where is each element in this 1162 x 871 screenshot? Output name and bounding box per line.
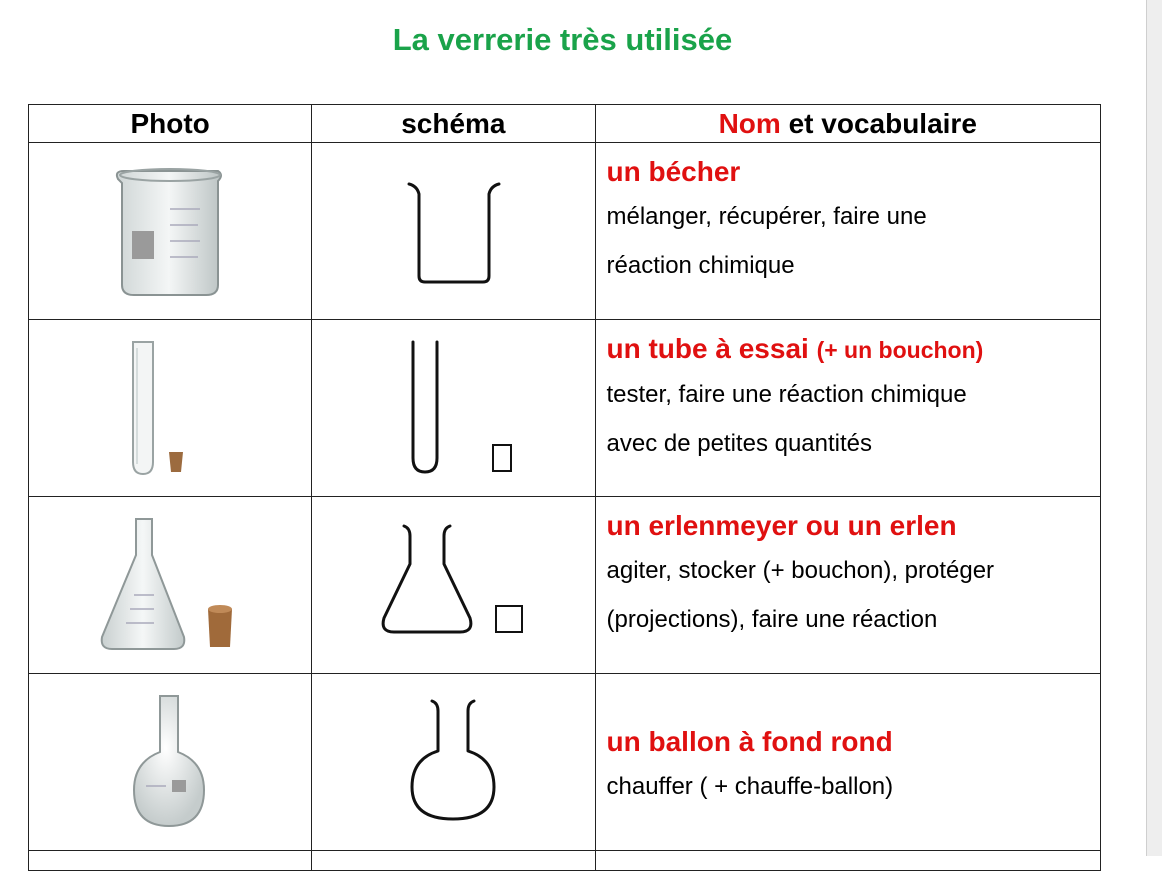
photo-cell (29, 497, 312, 674)
table-row (29, 143, 1101, 320)
header-name-vocab (595, 105, 1101, 143)
header-name-rest: et vocabulaire (780, 107, 977, 139)
schema-cell (312, 497, 595, 674)
item-name: un erlenmeyer ou un erlen (606, 510, 957, 541)
erlenmeyer-photo-icon (90, 515, 250, 655)
vocab-line: chauffer ( + chauffe-ballon) (606, 773, 894, 800)
table-row (29, 497, 1101, 674)
name-vocab-cell (595, 497, 1101, 674)
item-name-main: un tube à essai (606, 333, 809, 364)
schema-cell (312, 851, 595, 871)
photo-cell (29, 143, 312, 320)
round-flask-diagram-icon (398, 697, 508, 827)
item-vocab (607, 370, 1101, 468)
table-row-partial (29, 851, 1101, 871)
beaker-diagram-icon (403, 176, 503, 286)
header-row (29, 105, 1101, 143)
vocab-line: agiter, stocker (+ bouchon), protéger (606, 557, 995, 584)
photo-cell (29, 320, 312, 497)
item-vocab (607, 762, 1101, 811)
photo-cell (29, 674, 312, 851)
table-row (29, 320, 1101, 497)
header-schema: schéma (312, 105, 595, 143)
header-name-red: Nom (718, 107, 781, 139)
name-vocab-cell (595, 851, 1101, 871)
item-name-extra: (+ un bouchon) (816, 337, 984, 363)
name-vocab-cell (595, 674, 1101, 851)
vocab-line: (projections), faire une réaction (606, 606, 938, 633)
name-vocab-cell (595, 143, 1101, 320)
vocab-line: mélanger, récupérer, faire une (606, 203, 927, 230)
page-title: La verrerie très utilisée (392, 22, 733, 57)
vocab-line: tester, faire une réaction chimique (606, 381, 967, 408)
schema-cell (312, 320, 595, 497)
item-vocab (607, 546, 1101, 644)
item-vocab (607, 192, 1101, 290)
beaker-photo-icon (110, 161, 230, 301)
photo-cell (29, 851, 312, 871)
item-name: un ballon à fond rond (606, 726, 893, 757)
glassware-table (28, 104, 1101, 871)
schema-cell (312, 674, 595, 851)
vocab-line: avec de petites quantités (606, 430, 873, 457)
erlenmeyer-diagram-icon (378, 520, 528, 650)
test-tube-diagram-icon (383, 338, 523, 478)
item-name (607, 332, 1101, 367)
name-vocab-cell (595, 320, 1101, 497)
round-flask-photo-icon (120, 692, 220, 832)
header-photo: Photo (29, 105, 312, 143)
table-row (29, 674, 1101, 851)
page-edge (1146, 0, 1162, 856)
vocab-line: réaction chimique (606, 252, 795, 279)
item-name: un bécher (606, 156, 741, 187)
schema-cell (312, 143, 595, 320)
test-tube-photo-icon (115, 338, 225, 478)
